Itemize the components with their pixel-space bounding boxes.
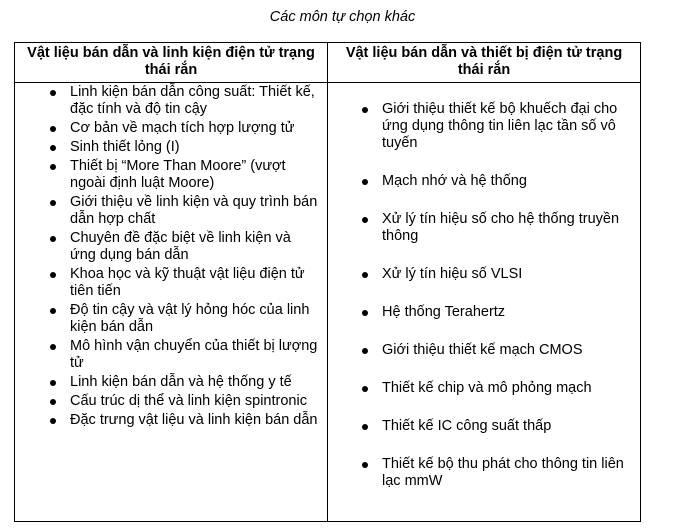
- list-item: [15, 338, 319, 372]
- list-item: [15, 412, 319, 429]
- bullet-icon: [50, 200, 56, 206]
- list-item-text: Linh kiện bán dẫn và hệ thống y tế: [70, 374, 292, 390]
- bullet-icon: [362, 272, 368, 278]
- list-item-text: Đặc trưng vật liệu và linh kiện bán dẫn: [70, 412, 318, 428]
- left-column-cell: [15, 83, 328, 522]
- bullet-icon: [50, 145, 56, 151]
- list-item: [15, 230, 319, 264]
- list-item-text: Thiết bị “More Than Moore” (vượt ngoài định luật Moore): [70, 158, 286, 191]
- list-item-text: Xử lý tín hiệu số cho hệ thống truyền thông: [382, 211, 620, 244]
- bullet-icon: [362, 107, 368, 113]
- bullet-icon: [50, 164, 56, 170]
- list-item-text: Xử lý tín hiệu số VLSI: [382, 266, 523, 282]
- list-item: [328, 418, 632, 435]
- bullet-icon: [50, 380, 56, 386]
- list-item-text: Linh kiện bán dẫn công suất: Thiết kế, đặc tính và độ tin cậy: [70, 84, 315, 117]
- bullet-icon: [362, 348, 368, 354]
- list-item: [328, 342, 632, 359]
- list-item: [328, 173, 632, 190]
- list-item-text: Thiết kế bộ thu phát cho thông tin liên lạc mmW: [382, 456, 624, 489]
- list-item: [328, 380, 632, 397]
- list-item-text: Cơ bản về mạch tích hợp lượng tử: [70, 120, 295, 136]
- list-item: [15, 302, 319, 336]
- electives-table: [14, 42, 641, 522]
- list-item-text: Sinh thiết lỏng (I): [70, 139, 180, 155]
- list-item: [15, 266, 319, 300]
- list-item: [15, 120, 319, 137]
- bullet-icon: [50, 344, 56, 350]
- list-item-text: Mạch nhớ và hệ thống: [382, 173, 527, 189]
- bullet-icon: [362, 462, 368, 468]
- bullet-icon: [50, 308, 56, 314]
- list-item: [15, 84, 319, 118]
- bullet-icon: [362, 310, 368, 316]
- list-item-text: Thiết kế chip và mô phỏng mạch: [382, 380, 592, 396]
- content-row: [15, 83, 641, 522]
- bullet-icon: [50, 418, 56, 424]
- list-item-text: Giới thiệu về linh kiện và quy trình bán dẫn hợp chất: [70, 194, 318, 227]
- list-item-text: Giới thiệu thiết kế bộ khuếch đại cho ứng dụng thông tin liên lạc tần số vô tuyến: [382, 101, 618, 151]
- list-item: [15, 139, 319, 156]
- list-item: [328, 456, 632, 490]
- list-item: [328, 304, 632, 321]
- list-item-text: Mô hình vận chuyển của thiết bị lượng tử: [70, 338, 318, 371]
- bullet-icon: [362, 217, 368, 223]
- bullet-icon: [362, 386, 368, 392]
- column-header-solid-state-components: Vật liệu bán dẫn và linh kiện điện tử trạng thái rắn: [15, 43, 328, 83]
- column-header-solid-state-devices: Vật liệu bán dẫn và thiết bị điện tử trạng thái rắn: [328, 43, 641, 83]
- header-row: [15, 43, 641, 83]
- list-item-text: Chuyên đề đặc biệt về linh kiện và ứng dụng bán dẫn: [70, 230, 291, 263]
- list-item-text: Cấu trúc dị thể và linh kiện spintronic: [70, 393, 307, 409]
- list-item: [15, 158, 319, 192]
- bullet-icon: [50, 399, 56, 405]
- bullet-icon: [362, 424, 368, 430]
- list-item-text: Khoa học và kỹ thuật vật liệu điện tử tiên tiến: [70, 266, 305, 299]
- list-item: [328, 211, 632, 245]
- bullet-icon: [50, 126, 56, 132]
- bullet-icon: [50, 90, 56, 96]
- bullet-icon: [362, 179, 368, 185]
- list-item: [15, 374, 319, 391]
- bullet-icon: [50, 236, 56, 242]
- right-course-list: [328, 83, 640, 521]
- list-item-text: Hệ thống Terahertz: [382, 304, 506, 320]
- left-course-list: [15, 83, 327, 447]
- list-item: [15, 194, 319, 228]
- list-item: [328, 101, 632, 152]
- list-item-text: Giới thiệu thiết kế mạch CMOS: [382, 342, 583, 358]
- bullet-icon: [50, 272, 56, 278]
- list-item: [328, 266, 632, 283]
- list-item-text: Độ tin cậy và vật lý hỏng hóc của linh kiện bán dẫn: [70, 302, 310, 335]
- list-item-text: Thiết kế IC công suất thấp: [382, 418, 552, 434]
- list-item: [15, 393, 319, 410]
- right-column-cell: [328, 83, 641, 522]
- table-caption: Các môn tự chọn khác: [269, 9, 416, 25]
